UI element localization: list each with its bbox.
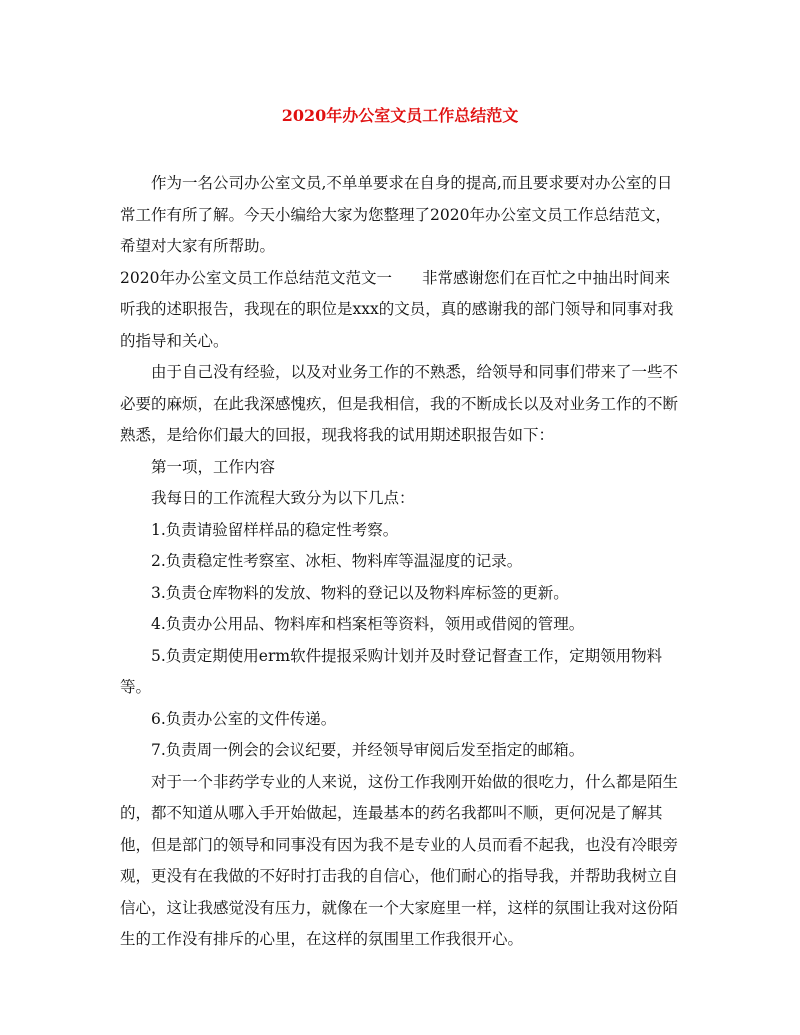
list-item: 4.负责办公用品、物料库和档案柜等资料，领用或借阅的管理。 [151, 615, 585, 633]
list-item: 3.负责仓库物料的发放、物料的登记以及物料库标签的更新。 [151, 583, 569, 602]
section-heading: 2020年办公室文员工作总结范文范文一 [120, 268, 392, 287]
document-body [120, 168, 680, 956]
section-paragraph [120, 263, 680, 358]
list-item: 7.负责周一例会的会议纪要，并经领导审阅后发至指定的邮箱。 [151, 741, 585, 759]
document-title: 2020年办公室文员工作总结范文 [281, 106, 519, 125]
body-paragraph: 由于自己没有经验，以及对业务工作的不熟悉，给领导和同事们带来了一些不必要的麻烦，在此我深感愧疚，但是我相信，我的不断成长以及对业务工作的不断熟悉，是给你们最大的回报，现我将我的试用期述职报告如下： [120, 363, 679, 444]
list-item: 1.负责请验留样样品的稳定性考察。 [151, 520, 399, 539]
list-item: 5.负责定期使用erm软件提报采购计划并及时登记督查工作，定期领用物料等。 [120, 646, 663, 696]
body-paragraph: 对于一个非药学专业的人来说，这份工作我刚开始做的很吃力，什么都是陌生的，都不知道从哪入手开始做起，连最基本的药名我都叫不顺，更何况是了解其他，但是部门的领导和同事没有因为我不是专业的人员而看不起我，也没有冷眼旁观，更没有在我做的不好时打击我的自信心，他们耐心的指导我，并帮助我树立自信心，这让我感觉没有压力，就像在一个大家庭里一样，这样的氛围让我对这份陌生的工作没有排斥的心里，在这样的氛围里工作我很开心。 [120, 772, 679, 948]
subheading-work-content: 第一项，工作内容 [151, 457, 276, 476]
body-paragraph: 我每日的工作流程大致分为以下几点： [151, 489, 415, 507]
list-item: 2.负责稳定性考察室、冰柜、物料库等温湿度的记录。 [151, 552, 523, 570]
list-item: 6.负责办公室的文件传递。 [151, 709, 337, 728]
section-intro: 非常感谢您们在百忙之中抽出时间来听我的述职报告，我现在的职位是xxx的文员，真的感谢我的部门领导和同事对我的指导和关心。 [120, 268, 674, 350]
intro-paragraph: 作为一名公司办公室文员,不单单要求在自身的提高,而且要求要对办公室的日常工作有所了解。今天小编给大家为您整理了2020年办公室文员工作总结范文，希望对大家有所帮助。 [120, 174, 673, 255]
